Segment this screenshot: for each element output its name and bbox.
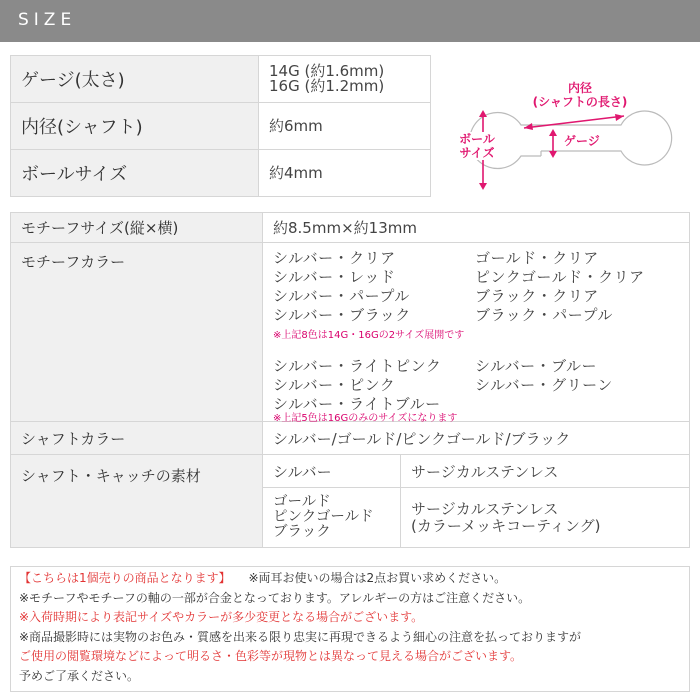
note-line: 予めご了承ください。 [19,668,140,683]
ball-size-label: ボールサイズ [11,150,259,197]
note-line: ※商品撮影時には実物のお色み・質感を出来る限り忠実に再現できるよう細心の注意を払っておりますが [19,629,582,644]
table-row [11,150,431,197]
note-line: ※入荷時期により表記サイズやカラーが多少変更となる場合がございます。 [19,610,424,625]
motif-size-value: 約8.5mm×約13mm [263,213,690,243]
note-line: ご使用の閲覧環境などによって明るさ・色彩等が現物とは異なって見える場合がございます。 [19,649,523,664]
color-option: ゴールド・クリア [475,249,599,267]
color-option: シルバー・レッド [273,268,396,286]
shaft-value: 約6mm [259,103,431,150]
table-row [11,422,690,455]
arrow-head-icon [549,129,557,136]
material-value-silver: サージカルステンレス [401,455,690,488]
spec-table-bottom [10,212,690,548]
gauge-value-16g: 16G (約1.2mm) [269,77,385,95]
material-value-plated: サージカルステンレス (カラーメッキコーティング) [401,488,690,548]
table-row [11,56,431,103]
section-title: SIZE [18,10,77,30]
color-option: シルバー・グリーン [475,376,613,394]
section-header [0,0,700,42]
color-option: シルバー・ライトピンク [273,357,442,375]
color-option: シルバー・ピンク [273,376,396,394]
color-option: シルバー・ブラック [273,306,411,324]
arrow-head-icon [479,183,487,190]
motif-size-label: モチーフサイズ(縦×横) [11,213,263,243]
arrow-head-icon [524,123,533,130]
color-option: ピンクゴールド・クリア [475,268,645,286]
size-diagram [436,76,696,196]
color-note-2: ※上記5色は16Gのみのサイズになります [273,413,458,424]
table-row [11,455,690,488]
single-item-notice: 【こちらは1個売りの商品となります】 [19,571,231,585]
material-color-plated: ゴールド ピンクゴールド ブラック [263,488,401,548]
color-option: シルバー・パープル [273,287,410,305]
spec-table-top [10,55,431,197]
gauge-value [259,56,431,103]
arrow-head-icon [615,114,624,121]
table-row [11,243,690,422]
color-option: シルバー・クリア [273,249,396,267]
motif-color-label: モチーフカラー [11,243,263,422]
shaft-color-value: シルバー/ゴールド/ピンクゴールド/ブラック [263,422,690,455]
gauge-label: ゲージ(太さ) [11,56,259,103]
color-note-1: ※上記8色は14G・16Gの2サイズ展開です [273,330,465,341]
ball-size-value: 約4mm [259,150,431,197]
note-line [19,569,681,589]
gauge-value-14g: 14G (約1.6mm) [269,62,385,80]
color-option: ブラック・パープル [475,306,613,324]
shaft-length-arrow [524,116,624,128]
color-list [263,243,689,424]
gauge-diagram-label: ゲージ [564,134,600,148]
color-option: シルバー・ブルー [475,357,597,375]
pair-purchase-note: ※両耳お使いの場合は2点お買い求めください。 [248,571,507,585]
notes-box [10,566,690,692]
motif-color-value [263,243,690,422]
arrow-head-icon [549,151,557,158]
color-option: シルバー・ライトブルー [273,395,441,413]
table-row [11,103,431,150]
note-line: ※モチーフやモチーフの軸の一部が合金となっております。アレルギーの方はご注意ください。 [19,590,531,605]
inner-diameter-label: 内径 (シャフトの長さ) [532,81,628,109]
arrow-head-icon [479,110,487,117]
table-row [11,213,690,243]
color-option: ブラック・クリア [475,287,599,305]
ball-size-diagram-label: ボール サイズ [454,132,500,160]
shaft-label: 内径(シャフト) [11,103,259,150]
material-color-silver: シルバー [263,455,401,488]
material-label: シャフト・キャッチの素材 [11,455,263,548]
shaft-color-label: シャフトカラー [11,422,263,455]
